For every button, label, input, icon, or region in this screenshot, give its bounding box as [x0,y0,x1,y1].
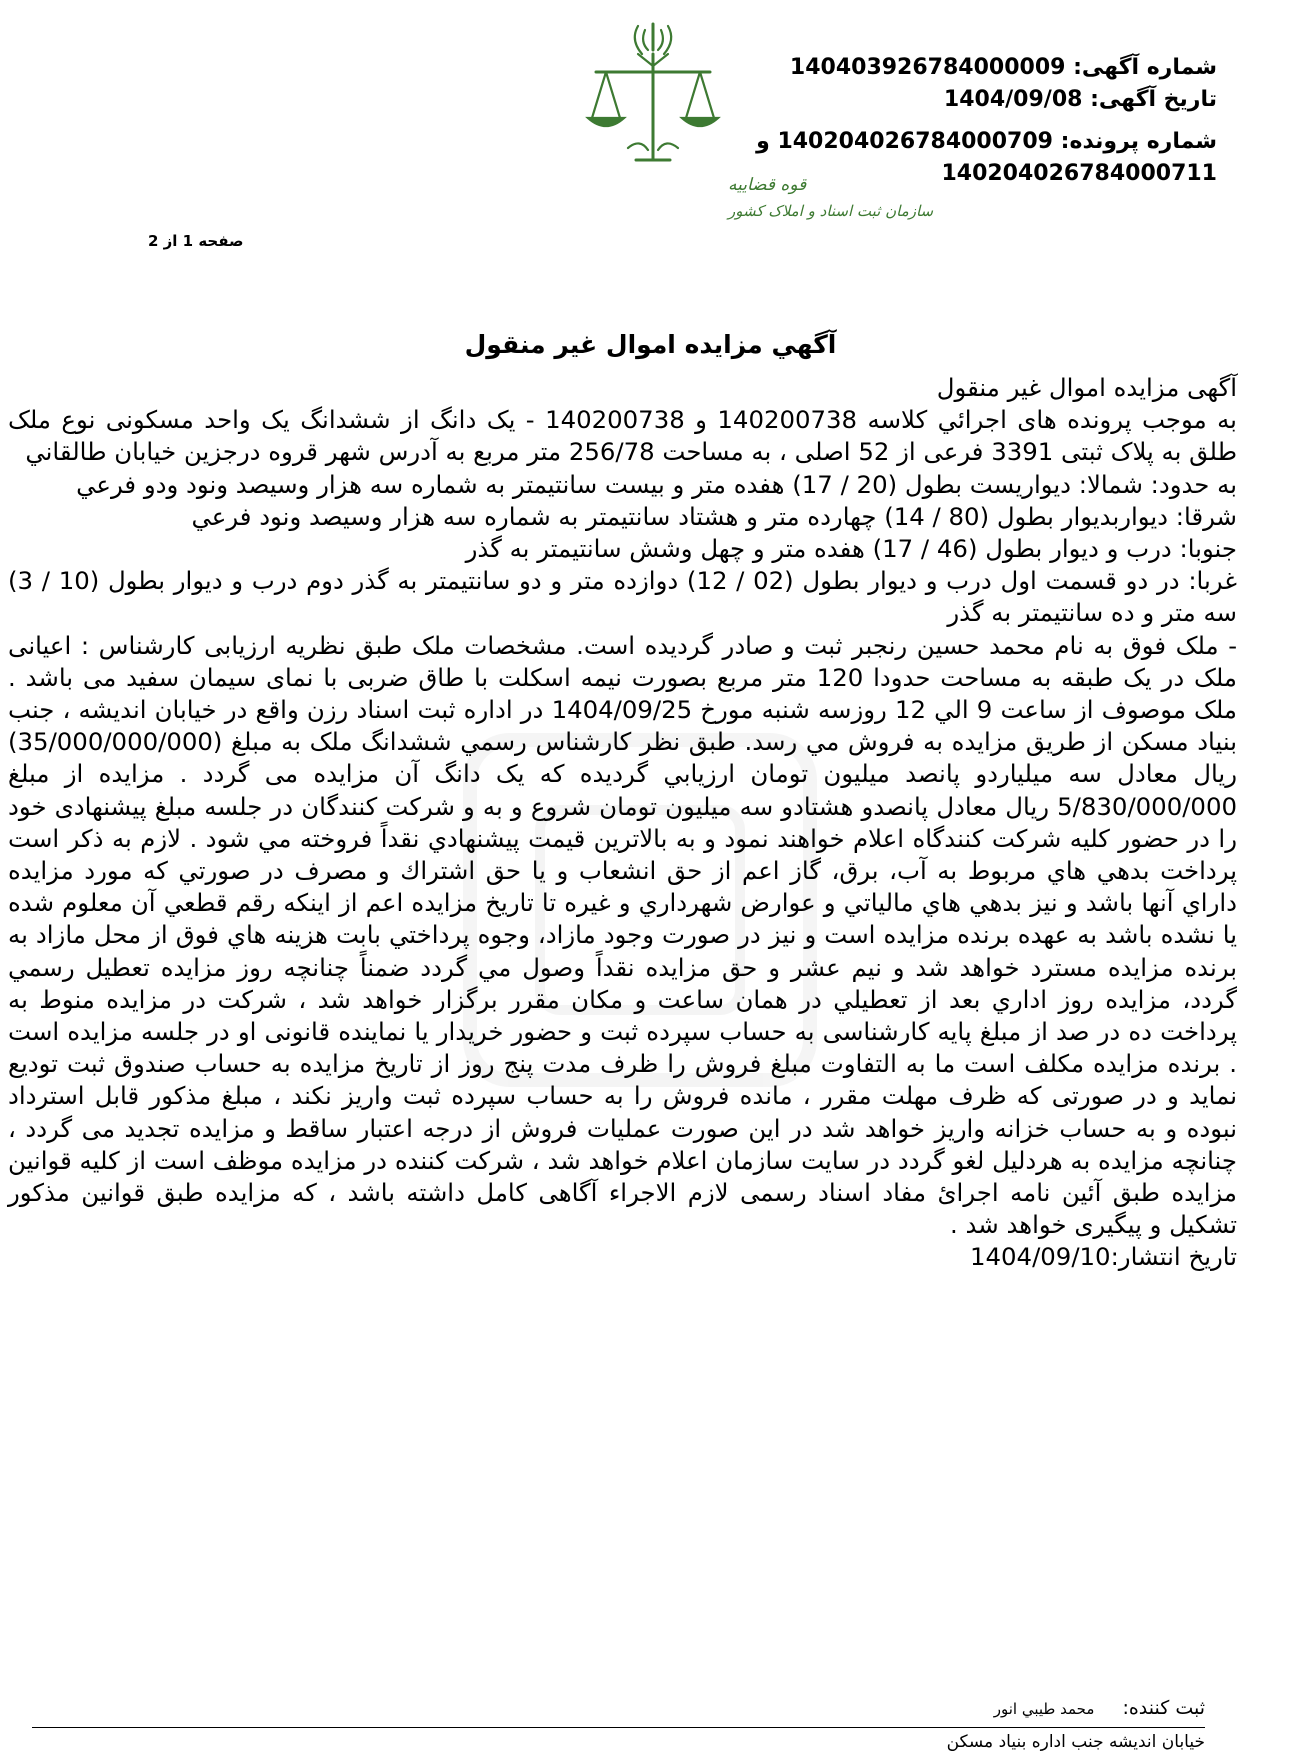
footer-divider [32,1727,1205,1728]
case-number-2: 140204026784000711 [941,161,1217,186]
footer-address: خیابان اندیشه جنب اداره بنیاد مسکن [946,1732,1205,1752]
ad-number-label: شماره آگهی: [1073,55,1217,80]
page-indicator: صفحه 1 از 2 [148,232,244,250]
case-number-row [697,126,1217,158]
ad-date-label: تاریخ آگهی: [1090,87,1217,112]
ad-date-value: 1404/09/08 [943,87,1083,112]
ad-number-value: 140403926784000009 [789,55,1066,80]
case-number-row-2 [697,158,1217,190]
ad-number-row [697,52,1217,84]
document-title: آگهي مزايده اموال غير منقول [464,330,837,359]
ad-meta-block [697,52,1217,190]
case-number-joiner: و [756,129,770,154]
org-line-1: قوه قضاییه [728,175,807,195]
case-number-1: 140204026784000709 [777,129,1053,154]
ad-date-row [697,84,1217,116]
org-line-2: سازمان ثبت اسناد و املاک کشور [728,202,934,220]
registrar [994,1697,1205,1719]
case-number-label: شماره پرونده: [1060,129,1217,154]
document-body: آگهی مزایده اموال غیر منقول به موجب پرونده های اجرائي کلاسه 140200738 و 140200738 - یک دانگ از ششدانگ یک واحد مسکونی نوع ملک طلق به پلاک ثبتی 3391 فرعی از 52 اصلی ، به مساحت 256/78 متر مربع به آدرس شهر قروه درجزین خیابان طالقاني به حدود: شمالا: دیواریست بطول (20 / 17) هفده متر و بیست سانتیمتر به شماره سه هزار وسیصد ونود ودو فرعي شرقا: دیواربدیوار بطول (80 / 14) چهارده متر و هشتاد سانتیمتر به شماره سه هزار وسیصد ونود فرعي جنوبا: درب و دیوار بطول (46 / 17) هفده متر و چهل وشش سانتیمتر به گذر غربا: در دو قسمت اول درب و دیوار بطول (02 / 12) دوازده متر و دو سانتیمتر به گذر دوم درب و دیوار بطول (10 / 3) سه متر و ده سانتیمتر به گذر - ملک فوق به نام محمد حسين رنجبر ثبت و صادر گردیده است. مشخصات ملک طبق نظریه ارزیابی کارشناس : اعیانی ملک در یک طبقه به مساحت حدودا 120 متر مربع بصورت نیمه اسکلت با طاق ضربی با نمای سیمان سفید می باشد . ملک موصوف از ساعت 9 الي 12 روزسه شنبه مورخ 1404/09/25 در اداره ثبت اسناد رزن واقع در خیابان اندیشه ، جنب بنیاد مسکن از طریق مزايده به فروش مي رسد. طبق نظر كارشناس رسمي ششدانگ ملک به مبلغ (35/000/000/000) ریال معادل سه میلیاردو پانصد میلیون تومان ارزيابي گرديده كه یک دانگ آن مزایده می گردد . مزایده از مبلغ 5/830/000/000 ریال معادل پانصدو هشتادو سه میلیون تومان شروع و به و شركت كنندگان در جلسه مبلغ پیشنهادی خود را در حضور كليه شركت كنندگاه اعلام خواهند نمود و به بالاترين قيمت پيشنهادي نقداً فروخته مي شود . لازم به ذکر است پرداخت بدهي هاي مربوط به آب، برق، گاز اعم از حق انشعاب و يا حق اشتراك و مصرف در صورتي كه مورد مزايده داراي آنها باشد و نيز بدهي هاي مالياتي و عوارض شهرداري و غيره تا تاريخ مزايده اعم از اينكه رقم قطعي آن معلوم شده يا نشده باشد به عهده برنده مزايده است و نيز در صورت وجود مازاد، وجوه پرداختي بابت هزينه هاي فوق از محل مازاد به برنده مزايده مسترد خواهد شد و نيم عشر و حق مزايده نقداً وصول مي گردد ضمناً چنانچه روز مزايده تعطيل رسمي گردد، مزايده روز اداري بعد از تعطيلي در همان ساعت و مكان مقرر برگزار خواهد شد ، شرکت در مزایده منوط به پرداخت ده در صد از مبلغ پایه کارشناسی به حساب سپرده ثبت و حضور خریدار یا نماینده قانونی او در جلسه مزایده است . برنده مزایده مکلف است ما به التفاوت مبلغ فروش را ظرف مدت پنج روز از تاریخ مزایده به حساب صندوق ثبت تودیع نماید و در صورتی که ظرف مهلت مقرر ، مانده فروش را به حساب سپرده ثبت واریز نکند ، مبلغ مذکور قابل استرداد نبوده و به حساب خزانه واریز خواهد شد در این صورت عملیات فروش از درجه اعتبار ساقط و مزایده تجدید می گردد ، چنانچه مزایده به هردلیل لغو گردد در سایت سازمان اعلام خواهد شد ، شرکت کننده در مزایده موظف است از کلیه قوانین مزایده طبق آئین نامه اجرائ مفاد اسناد رسمی لازم الاجراء آگاهی کامل داشته باشد ، که مزایده طبق قوانین مذکور تشکیل و پیگیری خواهد شد . تاریخ انتشار:1404/09/10 [8,373,1237,1272]
registrar-label: ثبت کننده: [1122,1697,1205,1719]
registrar-name: محمد طيبي انور [993,1700,1095,1718]
